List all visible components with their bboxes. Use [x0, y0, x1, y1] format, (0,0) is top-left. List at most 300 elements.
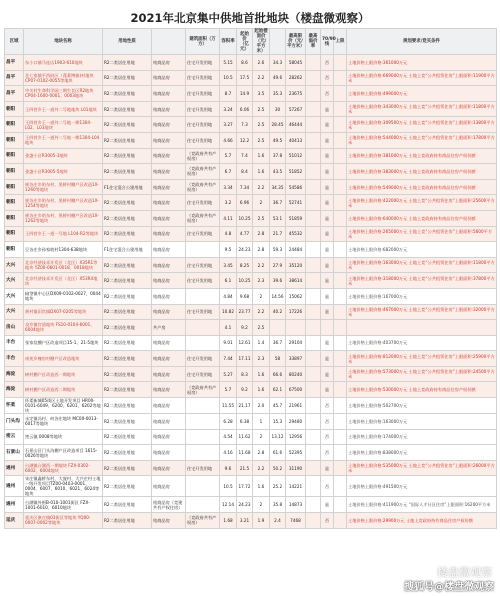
cell-parcel-name: 北京经济技术开发区（北区）X35R1等地块 YZ00-0601-0018、0018地块	[24, 257, 103, 273]
cell-plot-ratio: 2.5	[253, 101, 270, 117]
table-row	[5, 273, 497, 289]
table-row	[5, 86, 497, 102]
cell-category: 住宅开发用地	[186, 117, 220, 133]
cell-land-use: R2二类居住用地	[103, 226, 152, 242]
table-row	[5, 366, 497, 382]
cell-area: 5.7	[220, 148, 237, 164]
cell-category	[186, 414, 220, 430]
cell-district: 朝阳	[5, 101, 24, 117]
cell-type: 纯商品房	[152, 382, 186, 398]
col-district: 区域	[5, 29, 24, 55]
cell-land-use: R2二类居住用地	[103, 382, 152, 398]
cell-parcel-name: 树村棚户区改造西一期地块	[24, 366, 103, 382]
cell-district: 丰台	[5, 335, 24, 351]
cell-type: 纯商品房	[152, 476, 186, 497]
table-row	[5, 179, 497, 195]
cell-7090: 是	[321, 226, 334, 242]
cell-premium	[306, 320, 321, 336]
cell-district: 朝阳	[5, 117, 24, 133]
cell-district: 通州	[5, 497, 24, 513]
table-row	[5, 320, 497, 336]
cell-category: 住宅开发用地	[186, 257, 220, 273]
col-land-use: 用地性质	[103, 29, 152, 55]
cell-requirements: 土地价格上限价格:573000万元 土地上竞“公共租赁住房”上限面积:24500平方米	[347, 366, 497, 382]
cell-area: 3.2	[220, 195, 237, 211]
cell-floor-value: 50.2	[270, 460, 286, 476]
cell-cap	[334, 70, 347, 86]
cell-type: 纯商品房	[152, 55, 186, 71]
cell-cap	[334, 476, 347, 497]
cell-district: 延庆	[5, 513, 24, 529]
cell-cap	[334, 273, 347, 289]
cell-requirements: 土地价格上限价格:163000万元 土地上竞“公共租赁住房”上限面积:11800平方米	[347, 257, 497, 273]
cell-7090: 否	[321, 414, 334, 430]
cell-plot-ratio: 2	[253, 497, 270, 513]
table-row	[5, 460, 497, 476]
cell-type: 纯商品房	[152, 288, 186, 304]
cell-7090: 是	[321, 210, 334, 226]
cell-7090: 是	[321, 257, 334, 273]
table-row	[5, 164, 497, 180]
cell-7090: 否	[321, 86, 334, 102]
table-header-row	[5, 29, 497, 55]
cell-premium	[306, 476, 321, 497]
cell-type: 纯商品房	[152, 398, 186, 414]
cell-premium	[306, 273, 321, 289]
cell-max-price: 67500	[286, 382, 306, 398]
cell-parcel-name: 良乡镇官道地块 FS10-0104-6001、6004地块	[24, 320, 103, 336]
cell-premium	[306, 513, 321, 529]
cell-floor-value: 2.4	[270, 513, 286, 529]
cell-district: 朝阳	[5, 179, 24, 195]
cell-plot-ratio: 2	[253, 195, 270, 211]
cell-plot-ratio: 2.3	[253, 273, 270, 289]
cell-start-price: 24.23	[237, 497, 253, 513]
cell-area: 4.54	[220, 429, 237, 445]
cell-floor-value: 49.6	[270, 70, 286, 86]
cell-district: 丰台	[5, 351, 24, 367]
cell-requirements: 土地价格上限价格:502700万元	[347, 398, 497, 414]
cell-plot-ratio: 1.6	[253, 476, 270, 497]
cell-type: 纯商品房	[152, 429, 186, 445]
cell-cap	[334, 304, 347, 320]
cell-district: 通州	[5, 476, 24, 497]
col-7090: 70/90线	[321, 29, 334, 55]
cell-requirements: 土地价格上限价格:549000万元 土地上竞政府持有商品住房产权份额	[347, 179, 497, 195]
cell-floor-value: 34.3	[270, 55, 286, 71]
cell-requirements: 土地价格上限价格:535000万元 土地上竞“公共租赁住房”上限面积:26000平方米	[347, 460, 497, 476]
cell-area: 4.66	[220, 132, 237, 148]
cell-premium	[306, 351, 321, 367]
cell-area: 4.16	[220, 445, 237, 461]
cell-max-price: 14221	[286, 476, 306, 497]
cell-parcel-name: 王四营乡王一道一号地 L104-R2等地块	[24, 226, 103, 242]
table-row	[5, 414, 497, 430]
cell-type: 纯商品房	[152, 273, 186, 289]
col-max-price: 最高限价（元/平方米）	[286, 29, 306, 55]
cell-7090: 是	[321, 101, 334, 117]
cell-start-price: 8.4	[237, 164, 253, 180]
cell-start-price: 11.62	[237, 429, 253, 445]
cell-premium	[306, 70, 321, 86]
cell-premium	[306, 55, 321, 71]
cell-floor-value: 13.12	[270, 429, 286, 445]
cell-cap	[334, 195, 347, 211]
cell-floor-value: 35.8	[270, 497, 286, 513]
cell-land-use: R2二类居住用地	[103, 195, 152, 211]
cell-category: 住宅开发用地	[186, 460, 220, 476]
cell-area: 3.45	[220, 257, 237, 273]
cell-max-price: 21961	[286, 398, 306, 414]
cell-type: 纯商品房	[152, 132, 186, 148]
cell-requirements: 土地价格上限价格:309500万元 土地上竞“公共租赁住房”上限面积:13800平方米	[347, 117, 497, 133]
cell-floor-value: 37.8	[270, 148, 286, 164]
cell-category: 住宅开发用地	[186, 351, 220, 367]
cell-parcel-name: 张家坟棚户区改造项目15-1、21-5地块	[24, 335, 103, 351]
cell-7090: 否	[321, 55, 334, 71]
cell-start-price: 7.3	[237, 117, 253, 133]
cell-land-use: R2二类居住用地	[103, 257, 152, 273]
cell-floor-value: 49.5	[270, 132, 286, 148]
cell-category: 住宅开发用地	[186, 273, 220, 289]
cell-7090: 是	[321, 117, 334, 133]
cell-cap	[334, 148, 347, 164]
cell-max-price: 29104	[286, 335, 306, 351]
cell-requirements: 土地价格上限价格:343000万元 土地上竞“公共租赁住房”上限面积:11800平方米	[347, 101, 497, 117]
cell-floor-value: 27.9	[270, 257, 286, 273]
cell-area: 10.5	[220, 70, 237, 86]
cell-premium	[306, 242, 321, 258]
cell-type: 纯商品房	[152, 304, 186, 320]
cell-start-price: 8.25	[237, 257, 253, 273]
cell-parcel-name: 中关村生命科学园三期生长区R2地块 CP04-1600-0001、0003地块	[24, 86, 103, 102]
cell-floor-value: 53.1	[270, 210, 286, 226]
cell-category: 住宅开发用地	[186, 304, 220, 320]
cell-parcel-name: 树村棚户区改造西二期地块	[24, 382, 103, 398]
cell-district: 大兴	[5, 288, 24, 304]
cell-requirements: 土地价格上限价格:838000万元	[347, 445, 497, 461]
cell-category: 住宅开发用地	[186, 226, 220, 242]
cell-parcel-name: 金盏小区R3005-5地块	[24, 164, 103, 180]
cell-premium	[306, 101, 321, 117]
cell-floor-value	[270, 320, 286, 336]
col-floor-price: 起始楼面价（元/平方米）	[254, 29, 268, 54]
cell-district: 通州	[5, 460, 24, 476]
cell-premium	[306, 148, 321, 164]
cell-requirements: 土地价格上限价格:669000万元 土地上竞“公共租赁住房”上限面积:11900平方米	[347, 70, 497, 86]
cell-start-price: 9.2	[237, 382, 253, 398]
cell-type: 纯商品房	[152, 164, 186, 180]
table-row	[5, 210, 497, 226]
cell-category	[186, 429, 220, 445]
cell-max-price: 29480	[286, 414, 306, 430]
table-row	[5, 429, 497, 445]
cell-7090: 是	[321, 366, 334, 382]
cell-floor-value: 14.56	[270, 288, 286, 304]
cell-max-price: 51012	[286, 148, 306, 164]
cell-floor-value: 35.3	[270, 86, 286, 102]
cell-land-use: R2二类居住用地	[103, 304, 152, 320]
cell-type: 纯商品房（竞建共有产权住房）	[152, 497, 186, 513]
col-premium: 最高溢价率	[306, 29, 321, 55]
cell-land-use: F1住宅混合公建用地	[103, 242, 152, 258]
cell-land-use: R2二类居住用地	[103, 497, 152, 513]
cell-type: 纯商品房	[152, 257, 186, 273]
cell-requirements: 土地价格上限价格:491500万元	[347, 476, 497, 497]
cell-plot-ratio: 2	[253, 288, 270, 304]
cell-type: 纯商品房	[152, 366, 186, 382]
cell-plot-ratio: 2.3	[253, 351, 270, 367]
cell-7090: 是	[321, 273, 334, 289]
cell-plot-ratio: 2.5	[253, 320, 270, 336]
cell-area: 9.6	[220, 460, 237, 476]
cell-start-price: 12.61	[237, 335, 253, 351]
cell-max-price: 24484	[286, 242, 306, 258]
cell-plot-ratio: 2.2	[253, 70, 270, 86]
cell-requirements: 土地价格上限价格:265000万元 土地上竞“公共租赁住房”上限面积:5600平方米	[347, 226, 497, 242]
table-row	[5, 382, 497, 398]
cell-land-use: R2二类居住用地	[103, 513, 152, 529]
cell-floor-value: 43.5	[270, 164, 286, 180]
cell-area: 12.14	[220, 497, 237, 513]
cell-type: 纯商品房	[152, 460, 186, 476]
cell-7090: 否	[321, 398, 334, 414]
cell-parcel-name: 宋庄镇鑫桥东村、大庞村、大兴庄村土地一级开发项目TZ00-0403-0001、0004、6007、6010、6021、6024等地块	[24, 476, 103, 497]
cell-district: 大兴	[5, 257, 24, 273]
cell-max-price: 38614	[286, 273, 306, 289]
cell-start-price: 14.9	[237, 86, 253, 102]
col-requirements: 规划要求/竞买条件	[347, 29, 497, 55]
cell-land-use: R2二类居住用地	[103, 101, 152, 117]
col-cap: 上限	[334, 29, 347, 55]
cell-land-use: R2二类居住用地	[103, 148, 152, 164]
cell-area: 4.8	[220, 226, 237, 242]
cell-area: 4.84	[220, 288, 237, 304]
cell-requirements: 土地价格上限价格:163000万元	[347, 414, 497, 430]
table-row	[5, 148, 497, 164]
cell-district: 石景山	[5, 445, 24, 461]
cell-plot-ratio: 2.5	[253, 117, 270, 133]
table-row	[5, 70, 497, 86]
col-type	[152, 29, 186, 55]
cell-premium	[306, 86, 321, 102]
cell-max-price: 23675	[286, 86, 306, 102]
cell-parcel-name: 怀柔新城05街区土地开发项目 HR00-0101-6049、6200、6201、6202等地块	[25, 398, 101, 414]
table-row	[5, 335, 497, 351]
cell-requirements: 土地价格上限价格:499000万元	[347, 86, 497, 102]
cell-category: 住宅开发用地	[186, 55, 220, 71]
cell-premium	[306, 132, 321, 148]
cell-area: 5.15	[220, 55, 237, 71]
cell-floor-value: 30	[270, 101, 286, 117]
cell-requirements: 土地价格上限价格:29900万元 土地上竞政府持有商品住房产权份额	[347, 513, 497, 529]
cell-start-price: 12.2	[237, 132, 253, 148]
cell-floor-value: 59.3	[270, 242, 286, 258]
cell-start-price: 17.72	[237, 476, 253, 497]
cell-7090: 是	[321, 195, 334, 211]
cell-plot-ratio: 2.8	[253, 242, 270, 258]
cell-district: 朝阳	[5, 242, 24, 258]
cell-category: （竞政府共有产权房）	[186, 513, 220, 529]
cell-district: 海淀	[5, 382, 24, 398]
cell-requirements: 土地价格上限价格:640000万元 土地上竞政府持有商品住房产权份额	[347, 210, 497, 226]
cell-category: （竞政府共有产权房）	[186, 179, 220, 195]
cell-requirements: 土地价格上限价格:682000万元	[347, 242, 497, 258]
cell-land-use: R2二类居住用地	[103, 429, 152, 445]
cell-start-price: 11.68	[237, 445, 253, 461]
cell-start-price: 4.77	[237, 226, 253, 242]
cell-cap	[334, 101, 347, 117]
cell-type: 纯商品房	[152, 179, 186, 195]
cell-cap	[334, 497, 347, 513]
cell-category	[186, 476, 220, 497]
cell-7090: 否	[321, 429, 334, 445]
cell-district: 海淀	[5, 366, 24, 382]
cell-land-use: R2二类居住用地	[103, 398, 152, 414]
cell-requirements: 土地价格上限价格:544000万元 土地上竞“公共租赁住房”上限面积:17800平方米	[347, 132, 497, 148]
cell-requirements	[347, 320, 497, 336]
cell-land-use: R2二类居住用地	[103, 335, 152, 351]
cell-cap	[334, 398, 347, 414]
cell-max-price: 54586	[286, 179, 306, 195]
cell-max-price: 80240	[286, 366, 306, 382]
cell-parcel-name: 王四营乡王一道外二号地地块 L01地块	[24, 101, 103, 117]
cell-cap	[334, 351, 347, 367]
cell-start-price: 21.5	[237, 460, 253, 476]
cell-district: 朝阳	[5, 148, 24, 164]
cell-type: 纯商品房	[152, 414, 186, 430]
cell-plot-ratio: 3.5	[253, 86, 270, 102]
cell-floor-value: 45.7	[270, 398, 286, 414]
cell-category	[186, 335, 220, 351]
cell-plot-ratio: 1.4	[253, 335, 270, 351]
cell-parcel-name: 金盏小区R3005-3地块	[24, 148, 103, 164]
cell-parcel-name: 榆垡镇中心区DX09-0102-0027、0044地块	[24, 288, 103, 304]
cell-premium	[306, 179, 321, 195]
cell-type: 纯商品房	[152, 70, 186, 86]
cell-type: 纯商品房	[152, 513, 186, 529]
cell-premium	[306, 335, 321, 351]
cell-start-price: 7.34	[237, 179, 253, 195]
cell-start-price: 9.68	[237, 288, 253, 304]
cell-7090: 是	[321, 179, 334, 195]
cell-max-price: 46444	[286, 117, 306, 133]
cell-area: 10.5	[220, 476, 237, 497]
table-row	[5, 117, 497, 133]
col-blank	[270, 29, 286, 55]
cell-type: 纯商品房	[152, 117, 186, 133]
cell-plot-ratio: 1.9	[253, 513, 270, 529]
cell-premium	[306, 414, 321, 430]
cell-max-price: 52741	[286, 195, 306, 211]
cell-floor-value: 36.7	[270, 335, 286, 351]
cell-type: 纯商品房	[152, 101, 186, 117]
cell-category	[186, 497, 220, 513]
cell-floor-value: 28.45	[270, 117, 286, 133]
cell-premium	[306, 497, 321, 513]
cell-land-use: R2二类居住用地	[103, 117, 152, 133]
cell-cap	[334, 320, 347, 336]
cell-land-use: R2二类居住用地	[103, 210, 152, 226]
cell-parcel-name: 南苑乡槐房村棚户区改造地块	[24, 351, 103, 367]
cell-max-price	[286, 320, 306, 336]
cell-plot-ratio: 2.2	[253, 304, 270, 320]
table-row	[5, 445, 497, 461]
cell-floor-value: 61.6	[270, 445, 286, 461]
cell-7090: 是	[321, 382, 334, 398]
cell-start-price: 17.5	[237, 70, 253, 86]
cell-cap	[334, 414, 347, 430]
page-title: 2021年北京集中供地首批地块（楼盘微观察）	[130, 11, 370, 25]
table-row	[5, 195, 497, 211]
cell-category	[186, 288, 220, 304]
cell-start-price: 10.25	[237, 273, 253, 289]
cell-district: 朝阳	[5, 195, 24, 211]
cell-plot-ratio: 1.6	[253, 366, 270, 382]
cell-requirements: 土地价格上限价格:383000万元 土地上竞政府持有商品住房产权份额	[347, 164, 497, 180]
cell-district: 朝阳	[5, 210, 24, 226]
cell-start-price: 6.96	[237, 195, 253, 211]
cell-7090: 否	[321, 70, 334, 86]
cell-start-price: 6.06	[237, 101, 253, 117]
cell-start-price: 8.3	[237, 366, 253, 382]
table-row	[5, 351, 497, 367]
cell-type: 纯商品房	[152, 195, 186, 211]
cell-parcel-name: 黄村镇旧宫镇DX07-0205等地块	[24, 304, 103, 320]
cell-max-price: 40413	[286, 132, 306, 148]
land-parcel-table	[4, 28, 497, 529]
cell-premium	[306, 210, 321, 226]
cell-requirements: 土地价格上限价格:411900万元 “国际人才社区住房”上限面积:16200平方米	[347, 497, 497, 513]
cell-district: 大兴	[5, 273, 24, 289]
cell-cap	[334, 366, 347, 382]
cell-requirements: 土地价格上限价格:381000万元 土地上竞政府持有商品住房产权份额	[347, 148, 497, 164]
cell-category: 住宅开发用地	[186, 195, 220, 211]
cell-max-price: 7468	[286, 513, 306, 529]
table-row	[5, 497, 497, 513]
cell-floor-value: 25.2	[270, 476, 286, 497]
cell-7090: 是	[321, 497, 334, 513]
cell-premium	[306, 382, 321, 398]
cell-land-use: R2二类居住用地	[103, 288, 152, 304]
cell-plot-ratio: 2.5	[253, 132, 270, 148]
cell-area: 9.5	[220, 242, 237, 258]
cell-max-price: 17226	[286, 304, 306, 320]
cell-district: 昌平	[5, 86, 24, 102]
cell-type: 纯商品房	[152, 335, 186, 351]
cell-cap	[334, 242, 347, 258]
cell-7090: 是	[321, 304, 334, 320]
cell-parcel-name: 北京经济技术开发区（北区）X53R4地块	[24, 273, 103, 289]
cell-type: 纯商品房	[152, 210, 186, 226]
cell-cap	[334, 257, 347, 273]
cell-parcel-name: 崔各庄乡奶东村、黑桥村棚户区改造1X-1254等地块	[24, 195, 103, 211]
cell-start-price: 7.4	[237, 148, 253, 164]
cell-area: 1.68	[220, 513, 237, 529]
cell-land-use: R2二类居住用地	[103, 460, 152, 476]
cell-start-price: 9.2	[237, 320, 253, 336]
cell-type: 纯商品房	[152, 148, 186, 164]
table-row	[5, 257, 497, 273]
table-body	[5, 55, 497, 529]
cell-plot-ratio: 2.2	[253, 179, 270, 195]
cell-district: 大兴	[5, 304, 24, 320]
cell-max-price: 12956	[286, 429, 306, 445]
cell-requirements: 土地价格上限价格:530000万元 土地上竞政府持有商品住房产权份额	[347, 382, 497, 398]
cell-type: 共产房	[152, 320, 186, 336]
cell-max-price: 52395	[286, 445, 306, 461]
cell-area: 9.01	[220, 335, 237, 351]
